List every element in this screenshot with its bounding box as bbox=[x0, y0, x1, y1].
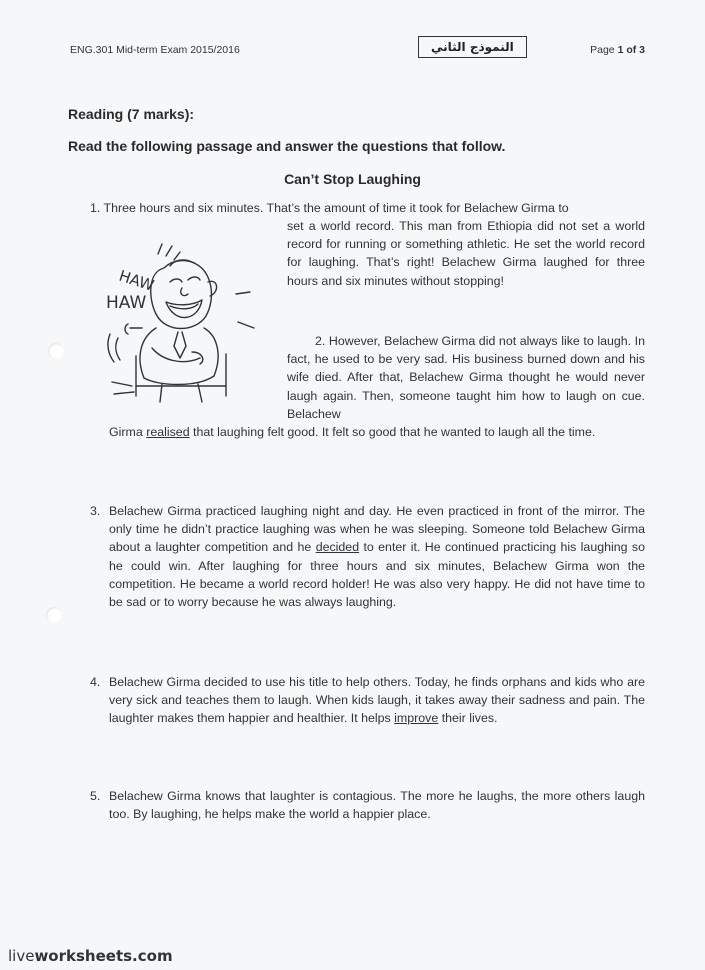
punch-hole-bottom bbox=[46, 607, 62, 623]
paragraph-3-number: 3. bbox=[90, 504, 101, 518]
paragraph-4-number: 4. bbox=[90, 675, 101, 689]
paragraph-2-pre: Girma bbox=[109, 425, 147, 439]
underlined-word-decided: decided bbox=[315, 540, 360, 555]
liveworksheets-watermark[interactable] bbox=[8, 947, 173, 965]
underlined-word-improve: improve bbox=[394, 711, 439, 726]
haw-text-1: HAW bbox=[116, 266, 157, 295]
instructions: Read the following passage and answer the questions that follow. bbox=[68, 138, 506, 154]
paragraph-1-first-line: 1. Three hours and six minutes. That’s the amount of time it took for Belachew Girma to bbox=[90, 201, 569, 215]
paragraph-5-number: 5. bbox=[90, 789, 101, 803]
page-indicator bbox=[590, 44, 645, 56]
paragraph-2-continuation bbox=[109, 423, 645, 441]
paragraph-2-post: that laughing felt good. It felt so good that he wanted to laugh all the time. bbox=[189, 425, 596, 439]
exam-model-box: النموذج الثاني bbox=[418, 36, 527, 58]
underlined-word-realised: realised bbox=[146, 425, 190, 439]
haw-text-2: HAW bbox=[106, 293, 147, 313]
paragraph-3-text bbox=[109, 502, 645, 611]
footer-suffix: .com bbox=[132, 947, 173, 965]
page-sep: of bbox=[623, 44, 640, 56]
paragraph-3-post: to enter it. He continued practicing his laughing so he could win. After laughing for three hours and six minutes, Belachew Girma won the competition. He became a world record holder! He was also very happy. He did not have time to be sad or to worry because he was always laughing. bbox=[109, 540, 645, 610]
paragraph-4-pre: Belachew Girma decided to use his title to help others. Today, he finds orphans and kids who are very sick and teaches them to laugh. When kids laugh, it takes away their sadness and pain. The laughter makes them happier and healthier. It helps bbox=[109, 675, 645, 726]
passage-title: Can’t Stop Laughing bbox=[284, 171, 421, 187]
page-current: 1 bbox=[617, 44, 624, 56]
exam-course-header: ENG.301 Mid-term Exam 2015/2016 bbox=[70, 44, 240, 56]
paragraph-1-text: set a world record. This man from Ethiopia did not set a world record for running or something athletic. He set the world record for laughing. That’s right! Belachew Girma laughed for three hours and six minutes without stopping! bbox=[287, 219, 645, 288]
section-title: Reading (7 marks): bbox=[68, 106, 195, 122]
paragraph-4-post: their lives. bbox=[438, 711, 498, 726]
page-prefix: Page bbox=[590, 44, 618, 56]
paragraph-5-text: Belachew Girma knows that laughter is contagious. The more he laughs, the more others laugh too. By laughing, he helps make the world a happier place. bbox=[109, 789, 645, 822]
paragraph-2-text: 2. However, Belachew Girma did not always like to laugh. In fact, he used to be very sad. His business burned down and his wife died. After that, Belachew Girma thought he would never laugh again. Then, someone taught him how to laugh on cue. Belachew bbox=[287, 334, 645, 421]
footer-prefix: live bbox=[8, 947, 35, 965]
punch-hole-top bbox=[48, 343, 64, 359]
paragraph-4-text bbox=[109, 673, 645, 728]
laughing-man-illustration bbox=[96, 236, 266, 406]
paragraph-3-pre: Belachew Girma practiced laughing night and day. He even practiced in front of the mirror. The only time he didn’t practice laughing was when he was sleeping. Someone told Belachew Girma about a laughter competition and he bbox=[109, 504, 645, 555]
page-total: 3 bbox=[639, 44, 645, 56]
footer-brand: worksheets bbox=[34, 947, 133, 965]
